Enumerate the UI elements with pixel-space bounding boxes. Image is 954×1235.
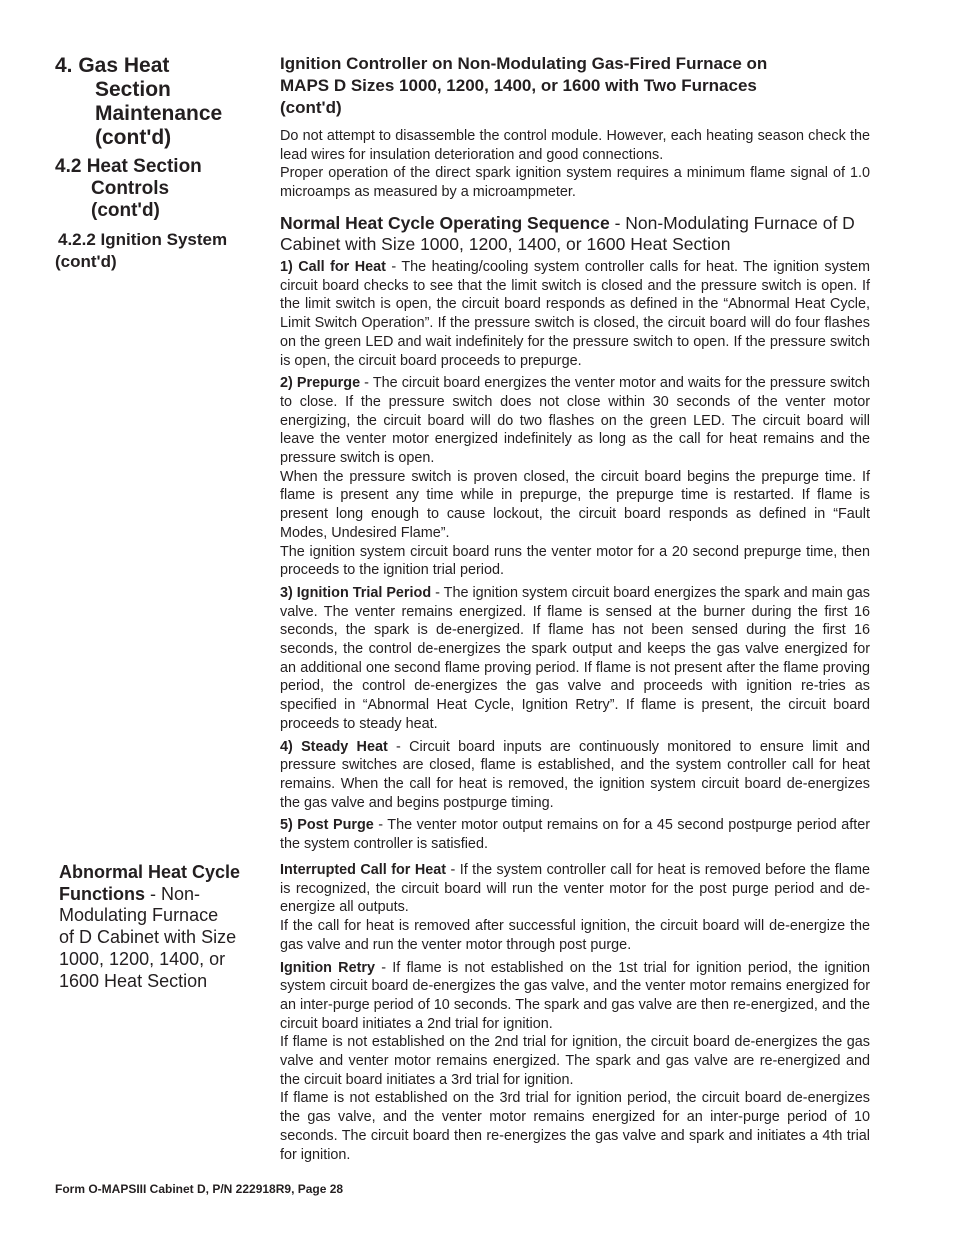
abnormal-title-line: 1000, 1200, 1400, or [59,948,226,969]
ignition-retry: Ignition Retry - If flame is not established on the 1st trial for ignition period, the ignition system circuit board de-energizes the gas valve, and the venter motor remains energized for an inter-purge period of 10 seconds. The spark and gas valve are then re-energized, and the circuit board initiates a 2nd trial for ignition. [280,959,870,1032]
abnormal-title-line: Modulating Furnace [59,905,219,926]
subsection-heading-line: 4.2 Heat Section [55,156,202,177]
normal-sequence-body [280,258,870,854]
step-ignition-trial: 3) Ignition Trial Period - The ignition system circuit board energizes the spark and main gas valve. The venter remains energized. If flame is sensed at the burner during the first 16 seconds, the spark is de-energized. If flame has not been sensed during the first 16 seconds, the control de-energizes the spark output and keeps the gas valve energized for an additional one second flame proving period. If flame is not present after the flame proving period, the control de-energizes the gas valve and proceeds with ignition re-tries as specified in “Abnormal Heat Cycle, Ignition Retry”. If flame is present, the circuit board proceeds to steady heat. [280,584,870,732]
abnormal-title-line: of D Cabinet with Size [59,927,237,948]
paragraph-flame-signal: Proper operation of the direct spark ignition system requires a minimum flame signal of 1.0 microamps as measured by a microampmeter. [280,165,870,201]
page-footer: Form O-MAPSIII Cabinet D, P/N 222918R9, Page 28 [55,1182,344,1196]
section-heading-line: (cont'd) [95,126,172,149]
ignition-retry-p3: If flame is not established on the 3rd trial for ignition period, the circuit board de-energizes the gas valve, and the venter motor remains energized for an inter-purge period of 10 seconds. The circuit board then re-energizes the gas valve and spark and initiates a 4th trial for ignition. [280,1090,870,1163]
normal-heat-cycle-heading [280,213,870,255]
subsection-heading [55,156,260,222]
heading-line: MAPS D Sizes 1000, 1200, 1400, or 1600 with Two Furnaces [280,76,757,95]
section-heading [55,54,260,150]
abnormal-title-line: Functions - Non- [59,883,201,904]
interrupted-p2: If the call for heat is removed after successful ignition, the circuit board will de-energize the gas valve and run the venter motor through post purge. [280,918,870,953]
heading-line: Ignition Controller on Non-Modulating Gas-Fired Furnace on [280,54,768,73]
step-prepurge-p2: When the pressure switch is proven closed, the circuit board begins the prepurge time. If flame is present any time while in prepurge, the prepurge time is restarted. If flame is present long enough to cause lockout, the circuit board responds as defined in “Fault Modes, Undesired Flame”. [280,468,870,541]
interrupted-call-for-heat: Interrupted Call for Heat - If the system controller call for heat is removed before the flame is recognized, the circuit board will run the venter motor for the post purge period and de-energize all outputs. [280,862,870,916]
intro-block [280,127,870,202]
ignition-retry-p2: If flame is not established on the 2nd trial for ignition, the circuit board de-energizes the gas valve and venter motor remains energized. The spark and gas valve are re-energized and the circuit board initiates a 3rd trial for ignition. [280,1034,870,1088]
step-post-purge: 5) Post Purge - The venter motor output remains on for a 45 second postpurge period after the system controller is satisfied. [280,817,871,853]
step-steady-heat: 4) Steady Heat - Circuit board inputs are continuously monitored to ensure limit and pressure switches are closed, flame is established, and the system controller call for heat remains. When the call for heat is removed, the ignition system circuit board de-energizes the gas valve and begins postpurge timing. [280,738,870,811]
subsubsection-heading-line: (cont'd) [55,252,117,271]
step-call-for-heat: 1) Call for Heat - The heating/cooling system controller calls for heat. The ignition system circuit board checks to see that the limit switch is closed and the pressure switch is open. If the limit switch is open, the circuit board responds as defined in the “Abnormal Heat Cycle, Limit Switch Operation”. If the pressure switch is closed, the circuit board will do four flashes on the green LED and wait indefinitely for the pressure switch to open. If the pressure switch is open, the circuit board proceeds to prepurge. [280,259,871,369]
abnormal-title-line: Abnormal Heat Cycle [59,862,241,882]
section-heading-line: Section [95,78,171,101]
subsubsection-heading [55,229,265,273]
abnormal-heat-cycle-title [59,862,264,992]
abnormal-title-line: 1600 Heat Section [59,970,208,991]
paragraph-disassemble: Do not attempt to disassemble the control module. However, each heating season check the lead wires for insulation deterioration and good connections. [280,128,870,163]
normal-heat-cycle-bold: Normal Heat Cycle Operating Sequence [280,213,610,233]
section-heading-line: Maintenance [95,102,223,125]
ignition-controller-heading [280,53,870,119]
normal-heat-cycle-rest: - Non-Modulating Furnace of D Cabinet with Size 1000, 1200, 1400, or 1600 Heat Section [280,213,855,254]
subsection-heading-line: Controls [91,178,170,199]
step-prepurge-p3: The ignition system circuit board runs the venter motor for a 20 second prepurge time, then proceeds to the ignition trial period. [280,543,870,579]
step-prepurge: 2) Prepurge - The circuit board energizes the venter motor and waits for the pressure switch to close. If the pressure switch does not close within 30 seconds of the venter motor energizing, the circuit board will do two flashes on the green LED. The circuit board will leave the venter motor energized indefinitely as long as the call for heat remains and the pressure switch is open. [280,375,870,467]
subsection-heading-line: (cont'd) [91,200,160,221]
abnormal-sequence-body [280,861,870,1164]
section-heading-line: 4. Gas Heat [55,54,170,77]
subsubsection-heading-line: 4.2.2 Ignition System [58,230,228,249]
heading-line: (cont'd) [280,98,342,117]
